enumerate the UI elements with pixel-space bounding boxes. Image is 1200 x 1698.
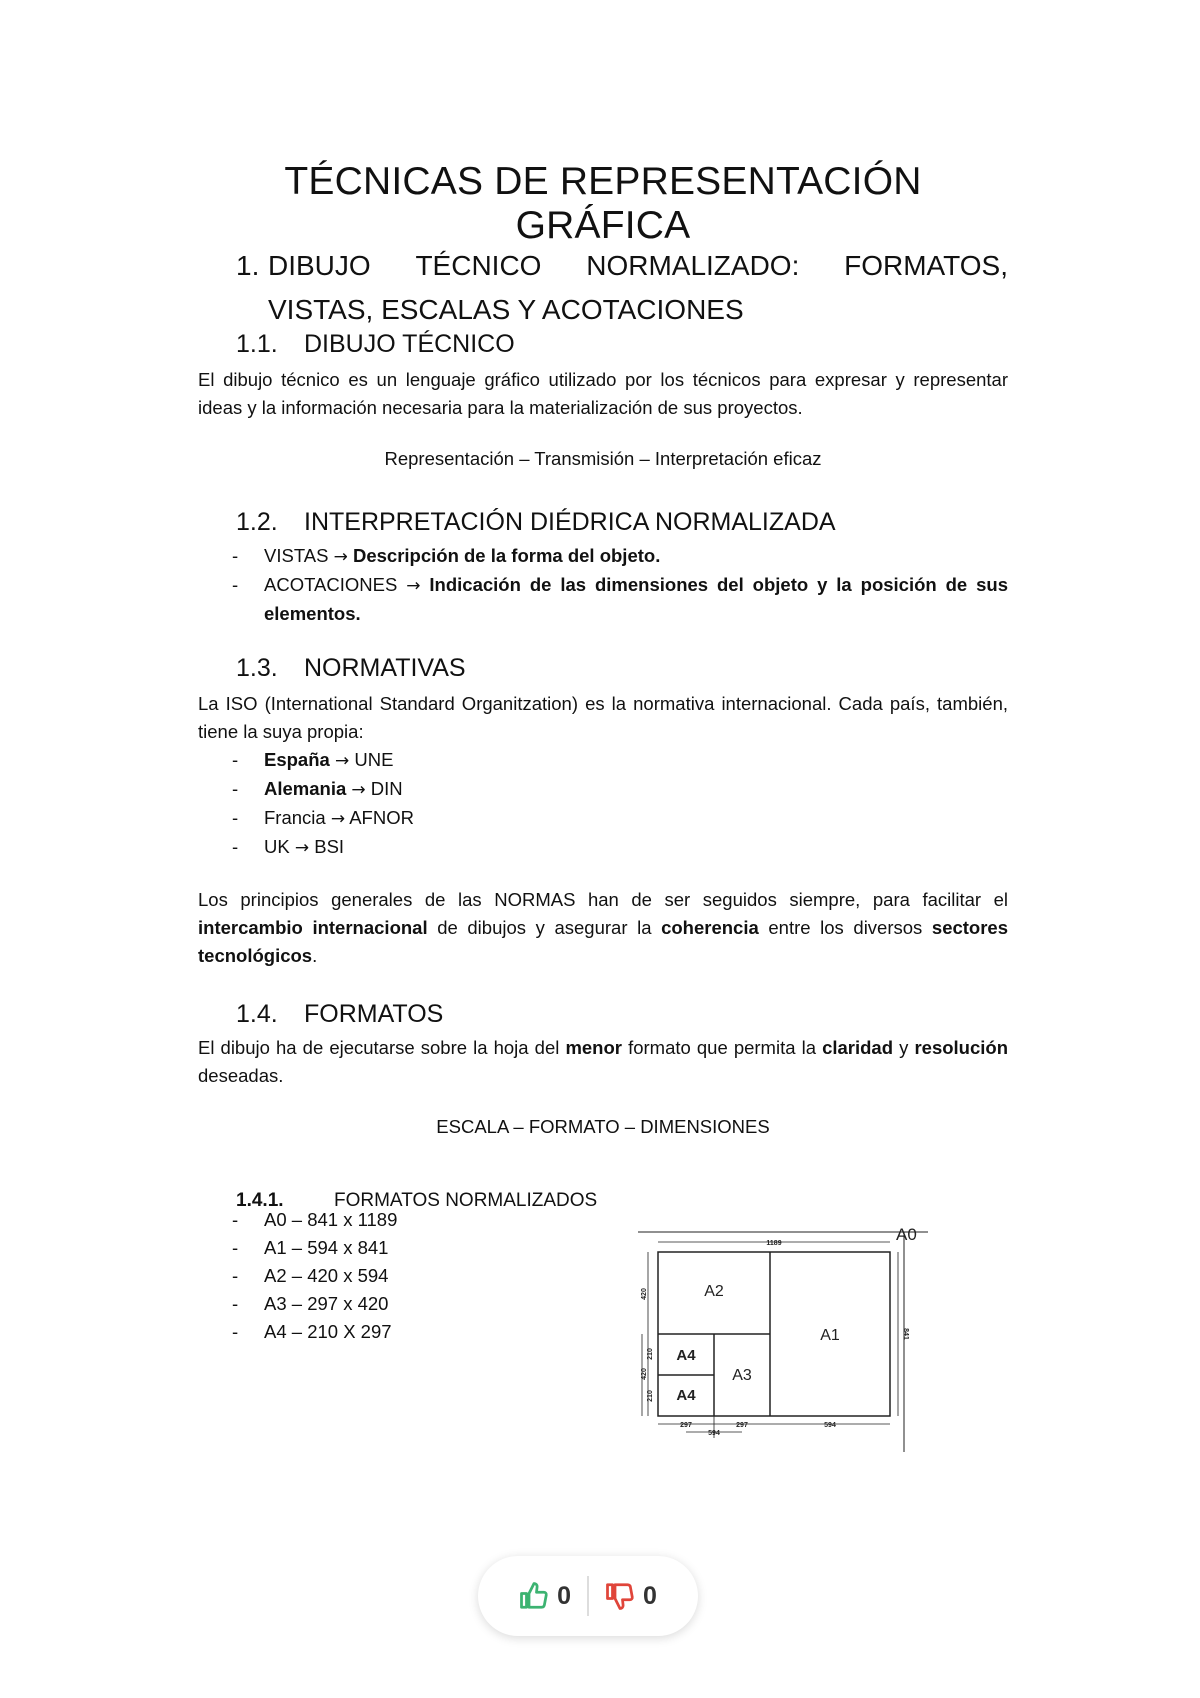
section-1-1-heading: 1.1. DIBUJO TÉCNICO <box>236 330 515 358</box>
document-page <box>198 0 1008 1698</box>
section-1-4-paragraph: El dibujo ha de ejecutarse sobre la hoja del menor formato que permita la claridad y resolución deseadas. <box>198 1037 1009 1086</box>
section-1-line2: VISTAS, ESCALAS Y ACOTACIONES <box>268 294 744 325</box>
list-item: - ACOTACIONES → Indicación de las dimensiones del objeto y la posición de sus elementos. <box>198 571 1008 628</box>
section-1-2-heading: 1.2. INTERPRETACIÓN DIÉDRICA NORMALIZADA <box>236 508 836 536</box>
like-button[interactable] <box>519 1581 571 1611</box>
section-1-4-heading: 1.4. FORMATOS <box>236 1000 444 1028</box>
dim-bottom-mid: 594 <box>708 1430 720 1437</box>
arrow-right-icon: → <box>406 576 421 596</box>
arrow-right-icon: → <box>333 547 348 567</box>
arrow-right-icon: → <box>294 838 310 858</box>
dim-left-a4b: 210 <box>647 1390 654 1402</box>
dim-left-mid: 420 <box>641 1368 648 1380</box>
like-count: 0 <box>557 1581 571 1610</box>
section-1-word: NORMALIZADO: <box>586 250 800 281</box>
section-1-3-paragraph-2: Los principios generales de las NORMAS han de ser seguidos siempre, para facilitar el intercambio internacional de dibujos y asegurar la coherencia entre los diversos sectores tecnológicos. <box>198 889 1009 966</box>
dim-right: 841 <box>902 1328 909 1340</box>
section-1-4-motto: ESCALA – FORMATO – DIMENSIONES <box>436 1116 770 1137</box>
dislike-count: 0 <box>643 1581 657 1610</box>
list-item: - España → UNE <box>198 746 1008 775</box>
dim-left-a2: 420 <box>641 1288 648 1300</box>
section-1-1-paragraph: El dibujo técnico es un lenguaje gráfico utilizado por los técnicos para expresar y representar ideas y la información necesaria para la materialización de sus proyectos. <box>198 369 1008 418</box>
section-1-heading <box>236 244 1008 332</box>
section-1-word: DIBUJO <box>268 250 371 281</box>
list-item: - A0 – 841 x 1189 <box>198 1206 1008 1234</box>
list-item: - A4 – 210 X 297 <box>198 1318 1008 1346</box>
section-1-4-1-heading: 1.4.1. FORMATOS NORMALIZADOS <box>236 1190 598 1211</box>
section-1-1-motto: Representación – Transmisión – Interpretación eficaz <box>384 448 822 469</box>
section-1-3-paragraph: La ISO (International Standard Organitzation) es la normativa internacional. Cada país, también, tiene la suya propia: <box>198 693 1008 742</box>
label-a0: A0 <box>896 1228 917 1244</box>
list-item: - Francia → AFNOR <box>198 804 1008 833</box>
norms-list <box>198 746 1008 862</box>
label-a4-top: A4 <box>676 1347 696 1364</box>
label-a2: A2 <box>704 1283 724 1300</box>
dim-bottom-a: 297 <box>680 1422 692 1429</box>
list-item: - UK → BSI <box>198 833 1008 862</box>
document-title: TÉCNICAS DE REPRESENTACIÓN GRÁFICA <box>284 160 922 247</box>
dim-bottom-b: 297 <box>736 1422 748 1429</box>
list-item: - A1 – 594 x 841 <box>198 1234 1008 1262</box>
section-1-number: 1. <box>236 250 260 281</box>
label-a1: A1 <box>820 1327 840 1344</box>
arrow-right-icon: → <box>334 751 350 771</box>
thumbs-up-icon <box>519 1581 549 1611</box>
paper-formats-diagram <box>638 1228 938 1460</box>
label-a4-bottom: A4 <box>676 1387 696 1404</box>
section-1-3-heading: 1.3. NORMATIVAS <box>236 654 466 682</box>
arrow-right-icon: → <box>330 809 346 829</box>
section-1-word: TÉCNICO <box>415 250 542 281</box>
thumbs-down-icon <box>605 1581 635 1611</box>
section-1-word: FORMATOS, <box>844 250 1008 281</box>
divider <box>587 1576 589 1616</box>
views-list <box>198 542 1008 628</box>
dim-top: 1189 <box>766 1240 782 1247</box>
list-item: - Alemania → DIN <box>198 775 1008 804</box>
list-item: - VISTAS → Descripción de la forma del objeto. <box>198 542 1008 571</box>
dim-left-a4a: 210 <box>647 1348 654 1360</box>
dislike-button[interactable] <box>605 1581 657 1611</box>
feedback-widget <box>478 1556 698 1636</box>
dim-bottom-right: 594 <box>824 1422 836 1429</box>
list-item: - A2 – 420 x 594 <box>198 1262 1008 1290</box>
arrow-right-icon: → <box>351 780 366 800</box>
list-item: - A3 – 297 x 420 <box>198 1290 1008 1318</box>
label-a3: A3 <box>732 1367 752 1384</box>
